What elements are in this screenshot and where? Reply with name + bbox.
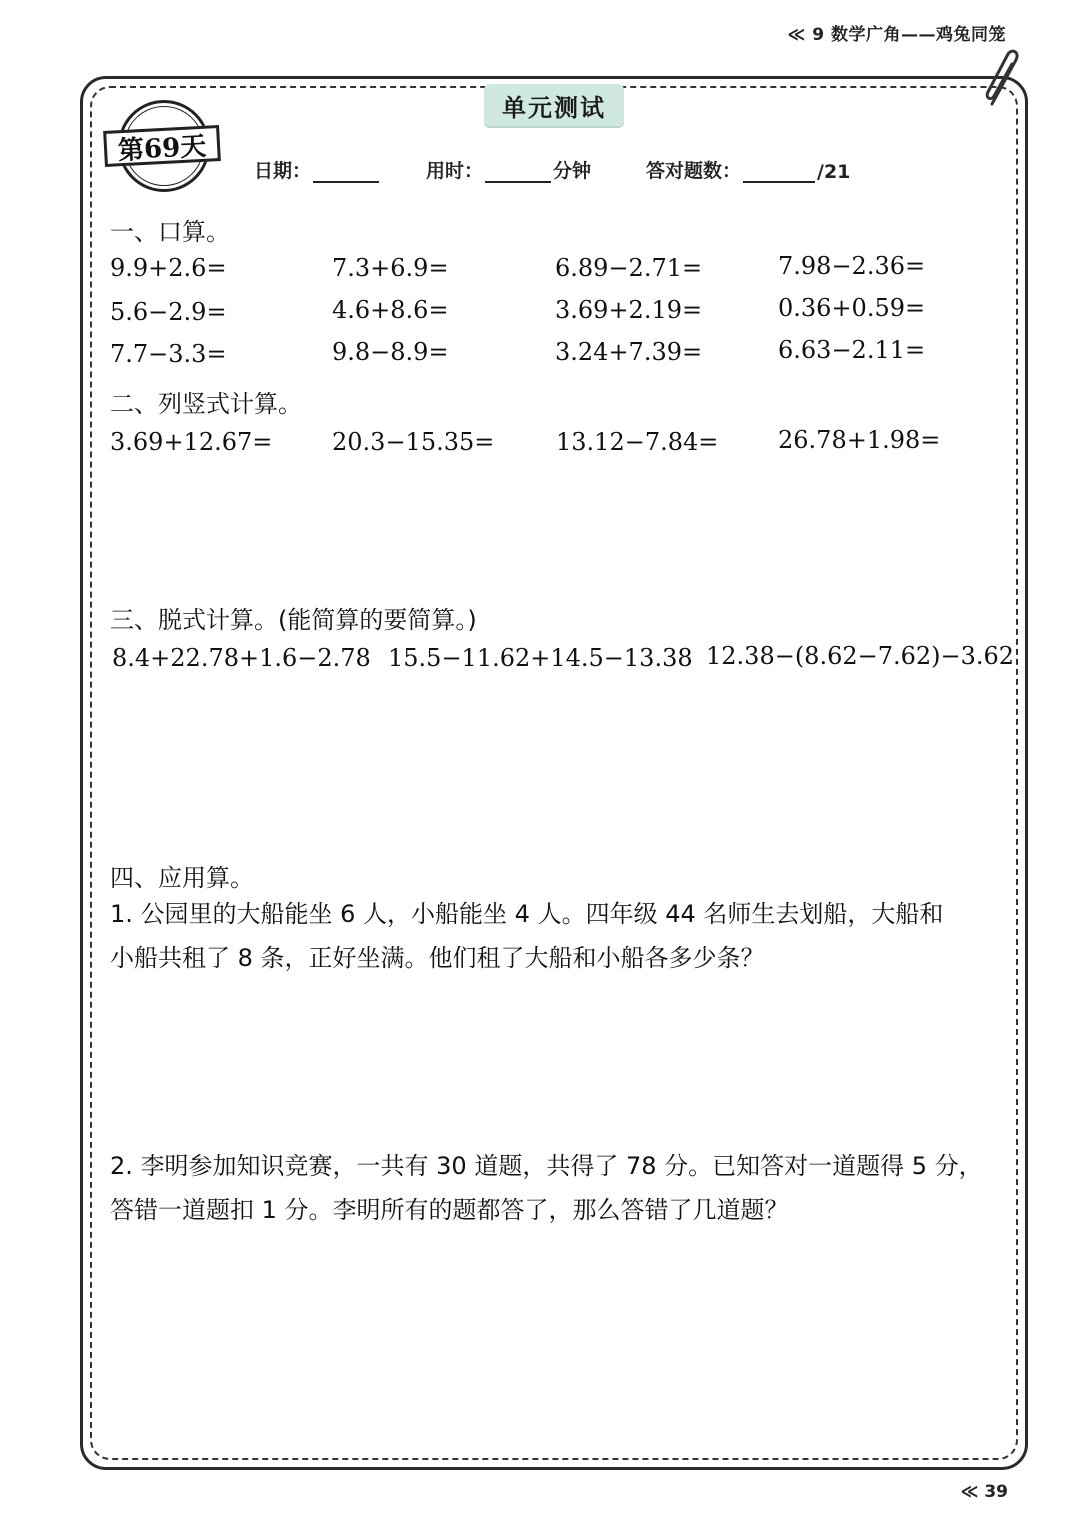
oral-calc-item: 9.9+2.6= (110, 254, 227, 282)
word-problem-1 (110, 892, 1010, 980)
score-blank[interactable] (743, 159, 815, 183)
section-1-title: 一、口算。 (110, 218, 230, 246)
date-field (254, 156, 381, 183)
step-calc-item: 12.38−(8.62−7.62)−3.62 (706, 642, 1015, 670)
score-label: 答对题数： (646, 160, 742, 182)
oral-calc-item: 6.63−2.11= (778, 336, 926, 364)
score-total: /21 (817, 161, 851, 183)
date-blank[interactable] (313, 159, 379, 183)
oral-calc-item: 3.69+2.19= (555, 296, 703, 324)
time-unit: 分钟 (553, 160, 592, 182)
oral-calc-item: 5.6−2.9= (110, 298, 227, 326)
paperclip-icon (978, 46, 1028, 110)
oral-calc-item: 6.89−2.71= (555, 254, 703, 282)
day-badge-label: 第69天 (103, 125, 221, 167)
oral-calc-item: 9.8−8.9= (332, 338, 449, 366)
score-field (646, 156, 850, 183)
vertical-calc-item: 13.12−7.84= (556, 428, 719, 456)
time-field (426, 156, 591, 183)
section-4-title: 四、应用算。 (110, 864, 254, 892)
section-3-title: 三、脱式计算。(能简算的要简算。) (110, 606, 477, 634)
section-2-title: 二、列竖式计算。 (110, 390, 302, 418)
oral-calc-item: 7.7−3.3= (110, 340, 227, 368)
oral-calc-item: 0.36+0.59= (778, 294, 926, 322)
date-label: 日期： (254, 160, 312, 182)
oral-calc-item: 3.24+7.39= (555, 338, 703, 366)
word-problem-line: 答错一道题扣 1 分。李明所有的题都答了，那么答错了几道题？ (110, 1196, 789, 1224)
word-problem-line: 2. 李明参加知识竞赛，一共有 30 道题，共得了 78 分。已知答对一道题得 5 分， (110, 1152, 983, 1180)
oral-calc-item: 4.6+8.6= (332, 296, 449, 324)
word-problem-line: 1. 公园里的大船能坐 6 人，小船能坐 4 人。四年级 44 名师生去划船，大船和 (110, 900, 944, 928)
vertical-calc-item: 3.69+12.67= (110, 428, 273, 456)
day-badge (104, 100, 224, 196)
word-problem-2 (110, 1144, 1010, 1232)
worksheet-dashed-border (90, 86, 1018, 1460)
running-header: ≪ 9 数学广角——鸡兔同笼 (787, 25, 1006, 45)
time-label: 用时： (426, 160, 484, 182)
oral-calc-item: 7.3+6.9= (332, 254, 449, 282)
step-calc-item: 8.4+22.78+1.6−2.78 (112, 644, 371, 672)
vertical-calc-item: 26.78+1.98= (778, 426, 941, 454)
unit-test-title: 单元测试 (484, 84, 624, 126)
time-blank[interactable] (485, 159, 551, 183)
vertical-calc-item: 20.3−15.35= (332, 428, 495, 456)
page-number: ≪ 39 (960, 1482, 1008, 1502)
word-problem-line: 小船共租了 8 条，正好坐满。他们租了大船和小船各多少条？ (110, 944, 765, 972)
step-calc-item: 15.5−11.62+14.5−13.38 (388, 644, 693, 672)
oral-calc-item: 7.98−2.36= (778, 252, 926, 280)
